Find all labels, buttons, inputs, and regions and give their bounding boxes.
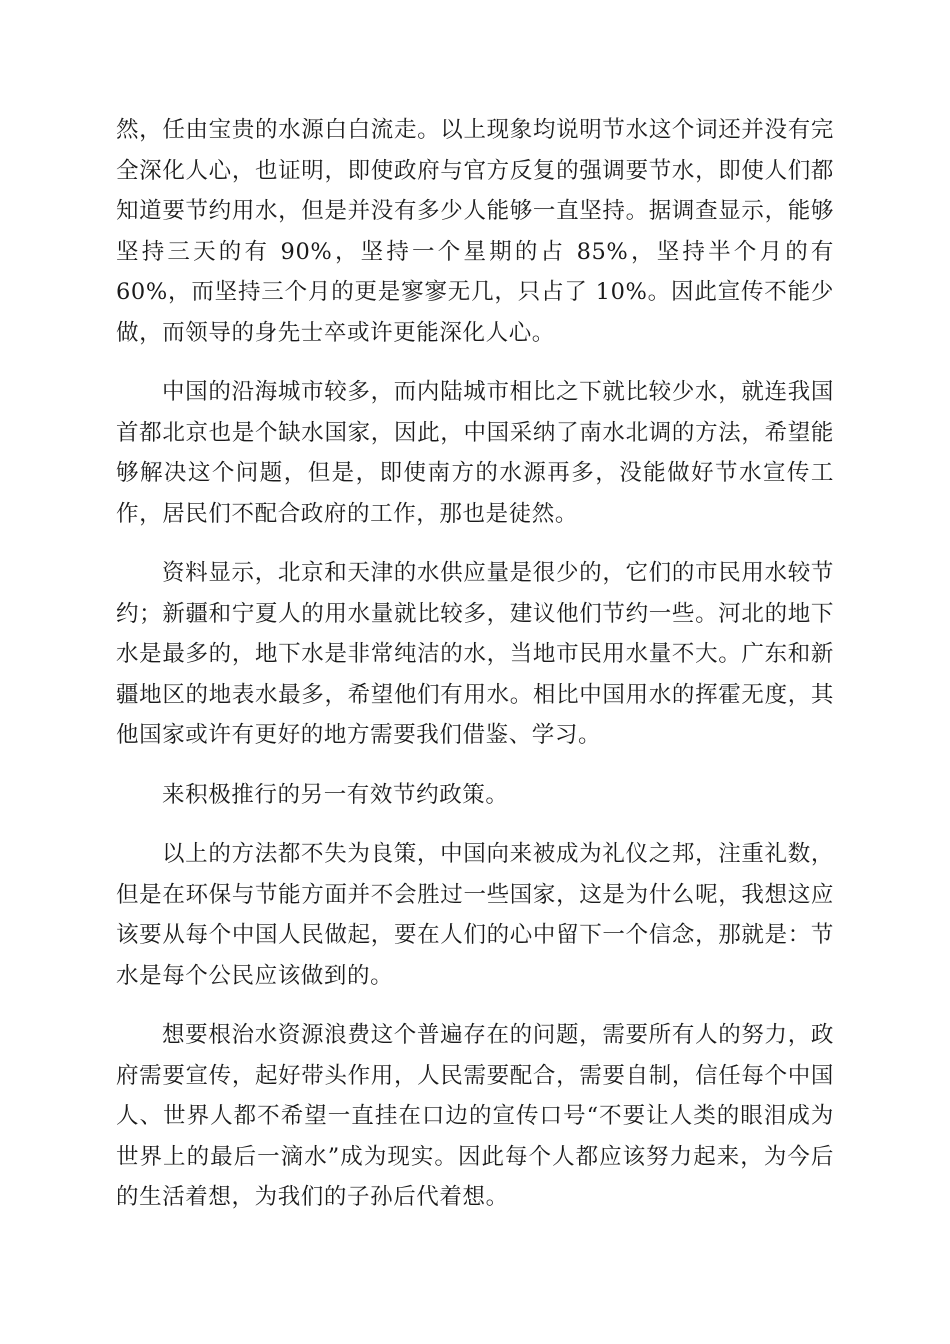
paragraph-water-supply-data: 资料显示，北京和天津的水供应量是很少的，它们的市民用水较节约；新疆和宁夏人的用水量就比较多，建议他们节约一些。河北的地下水是最多的，地下水是非常纯洁的水，当地市民用水量不大。广东和新疆地区的地表水最多，希望他们有用水。相比中国用水的挥霍无度，其他国家或许有更好的地方需要我们借鉴、学习。 bbox=[116, 560, 834, 748]
paragraph-methods: 以上的方法都不失为良策，中国向来被成为礼仪之邦，注重礼数，但是在环保与节能方面并不会胜过一些国家，这是为什么呢，我想这应该要从每个中国人民做起，要在人们的心中留下一个信念，那就是：节水是每个公民应该做到的。 bbox=[116, 841, 834, 989]
document-body bbox=[116, 110, 834, 1237]
paragraph-continuation: 然，任由宝贵的水源白白流走。以上现象均说明节水这个词还并没有完全深化人心，也证明，即使政府与官方反复的强调要节水，即使人们都知道要节约用水，但是并没有多少人能够一直坚持。据调查显示，能够坚持三天的有 90%，坚持一个星期的占 85%，坚持半个月的有 60%，而坚持三个月的更是寥寥无几，只占了 10%。因此宣传不能少做，而领导的身先士卒或许更能深化人心。 bbox=[116, 117, 834, 346]
paragraph-conclusion: 想要根治水资源浪费这个普遍存在的问题，需要所有人的努力，政府需要宣传，起好带头作用，人民需要配合，需要自制，信任每个中国人、世界人都不希望一直挂在口边的宣传口号“不要让人类的眼泪成为世界上的最后一滴水”成为现实。因此每个人都应该努力起来，为今后的生活着想，为我们的子孙后代着想。 bbox=[116, 1022, 834, 1210]
paragraph-coastal-cities: 中国的沿海城市较多，而内陆城市相比之下就比较少水，就连我国首都北京也是个缺水国家，因此，中国采纳了南水北调的方法，希望能够解决这个问题，但是，即使南方的水源再多，没能做好节水宣传工作，居民们不配合政府的工作，那也是徒然。 bbox=[116, 379, 834, 527]
paragraph-policy: 来积极推行的另一有效节约政策。 bbox=[162, 781, 509, 808]
